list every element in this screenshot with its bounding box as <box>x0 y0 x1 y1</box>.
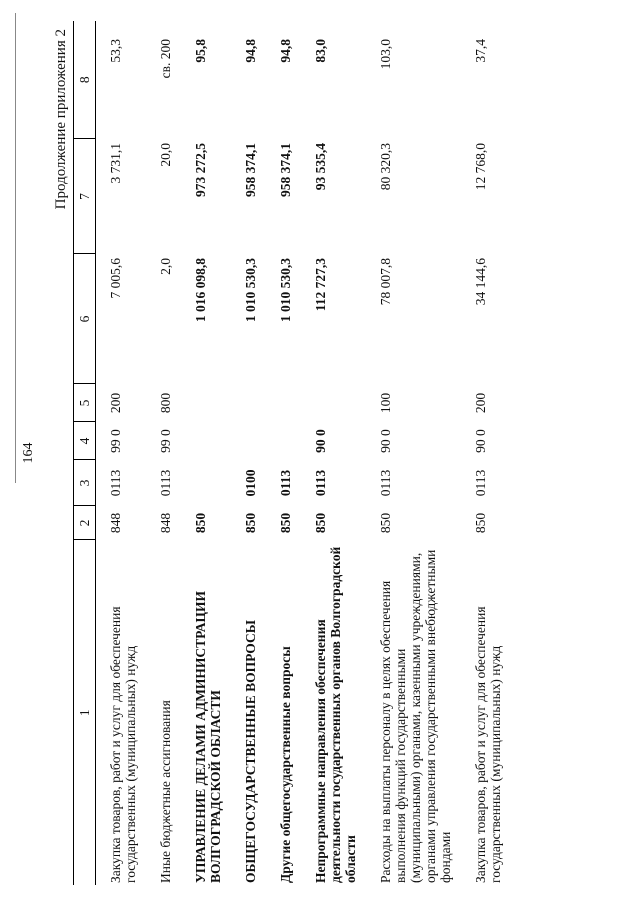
row-name-cell: Непрограммные направления обеспечения деятельности государственных органов Волгоградской области <box>313 546 358 883</box>
expense-type-cell: 800 <box>158 392 173 414</box>
planned-amount-cell: 34 144,6 <box>473 258 488 306</box>
percent-cell: 53,3 <box>108 39 123 63</box>
row-name-cell: Другие общегосударственные вопросы <box>278 646 293 883</box>
admin-code-cell: 850 <box>193 512 208 534</box>
planned-amount-cell: 78 007,8 <box>378 258 393 306</box>
budget-table <box>73 21 503 885</box>
table-row <box>96 21 139 885</box>
column-header: 2 <box>74 506 96 540</box>
planned-amount-cell: 1 010 530,3 <box>243 258 258 323</box>
section-code-cell: 0113 <box>313 469 328 497</box>
planned-amount-cell: 112 727,3 <box>313 258 328 312</box>
column-header: 5 <box>74 384 96 422</box>
row-name-cell: Закупка товаров, работ и услуг для обеспечения государственных (муниципальных) нужд <box>473 606 503 883</box>
row-name-cell: Закупка товаров, работ и услуг для обеспечения государственных (муниципальных) нужд <box>108 606 138 883</box>
actual-amount-cell: 3 731,1 <box>108 143 123 184</box>
admin-code-cell: 850 <box>278 512 293 534</box>
target-code-cell <box>223 422 258 460</box>
percent-cell: 95,8 <box>193 39 208 63</box>
target-code-cell: 90 0 <box>378 429 393 453</box>
row-name-cell: ОБЩЕГОСУДАРСТВЕННЫЕ ВОПРОСЫ <box>243 620 258 883</box>
target-code-cell: 90 0 <box>473 429 488 453</box>
planned-amount-cell: 1 010 530,3 <box>278 258 293 323</box>
admin-code-cell: 850 <box>243 512 258 534</box>
section-code-cell <box>173 460 223 506</box>
expense-type-cell: 200 <box>108 392 123 414</box>
header-row <box>74 21 96 885</box>
target-code-cell <box>258 422 293 460</box>
section-code-cell: 0113 <box>158 469 173 497</box>
continuation-label: Продолжение приложения 2 <box>53 29 69 210</box>
section-code-cell: 0113 <box>278 469 293 497</box>
planned-amount-cell: 7 005,6 <box>108 258 123 299</box>
actual-amount-cell: 12 768,0 <box>473 143 488 191</box>
expense-type-cell <box>293 384 358 422</box>
expense-type-cell <box>258 384 293 422</box>
percent-cell: 37,4 <box>473 39 488 63</box>
expense-type-cell: 200 <box>473 392 488 414</box>
table-row <box>173 21 223 885</box>
column-header: 6 <box>74 254 96 384</box>
column-header: 7 <box>74 139 96 254</box>
actual-amount-cell: 93 535,4 <box>313 143 328 191</box>
table-row <box>258 21 293 885</box>
actual-amount-cell: 958 374,1 <box>278 143 293 197</box>
row-name-cell: УПРАВЛЕНИЕ ДЕЛАМИ АДМИНИСТРАЦИИ ВОЛГОГРАДСКОЙ ОБЛАСТИ <box>193 591 223 883</box>
admin-code-cell: 850 <box>473 512 488 534</box>
table-row <box>453 21 503 885</box>
section-code-cell: 0113 <box>473 469 488 497</box>
percent-cell: св. 200 <box>158 39 173 79</box>
admin-code-cell: 850 <box>378 512 393 534</box>
admin-code-cell: 848 <box>158 512 173 534</box>
planned-amount-cell: 1 016 098,8 <box>193 258 208 323</box>
column-header: 4 <box>74 422 96 460</box>
percent-cell: 83,0 <box>313 39 328 63</box>
expense-type-cell: 100 <box>378 392 393 414</box>
table-row <box>293 21 358 885</box>
percent-cell: 103,0 <box>378 39 393 70</box>
row-name-cell: Иные бюджетные ассигнования <box>158 700 173 883</box>
percent-cell: 94,8 <box>243 39 258 63</box>
admin-code-cell: 848 <box>108 512 123 534</box>
actual-amount-cell: 973 272,5 <box>193 143 208 197</box>
admin-code-cell: 850 <box>313 512 328 534</box>
column-header: 1 <box>74 540 96 885</box>
column-header: 8 <box>74 21 96 139</box>
target-code-cell <box>173 422 223 460</box>
top-rule <box>15 13 16 483</box>
table-row <box>138 21 173 885</box>
actual-amount-cell: 80 320,3 <box>378 143 393 191</box>
expense-type-cell <box>173 384 223 422</box>
table-body <box>96 21 504 885</box>
table-row <box>358 21 453 885</box>
actual-amount-cell: 20,0 <box>158 143 173 167</box>
section-code-cell: 0113 <box>108 469 123 497</box>
expense-type-cell <box>223 384 258 422</box>
actual-amount-cell: 958 374,1 <box>243 143 258 197</box>
page-number: 164 <box>21 442 36 464</box>
table-row <box>223 21 258 885</box>
planned-amount-cell: 2,0 <box>158 258 173 275</box>
target-code-cell: 90 0 <box>313 429 328 453</box>
section-code-cell: 0100 <box>243 469 258 497</box>
row-name-cell: Расходы на выплаты персоналу в целях обеспечения выполнения функций государственными (муниципальными) органами, казенными учреждениями, органами управления государственными внебюджетными фондами <box>378 549 453 883</box>
target-code-cell: 99 0 <box>108 429 123 453</box>
column-header: 3 <box>74 460 96 506</box>
percent-cell: 94,8 <box>278 39 293 63</box>
section-code-cell: 0113 <box>378 469 393 497</box>
target-code-cell: 99 0 <box>158 429 173 453</box>
rotated-page <box>15 13 625 893</box>
